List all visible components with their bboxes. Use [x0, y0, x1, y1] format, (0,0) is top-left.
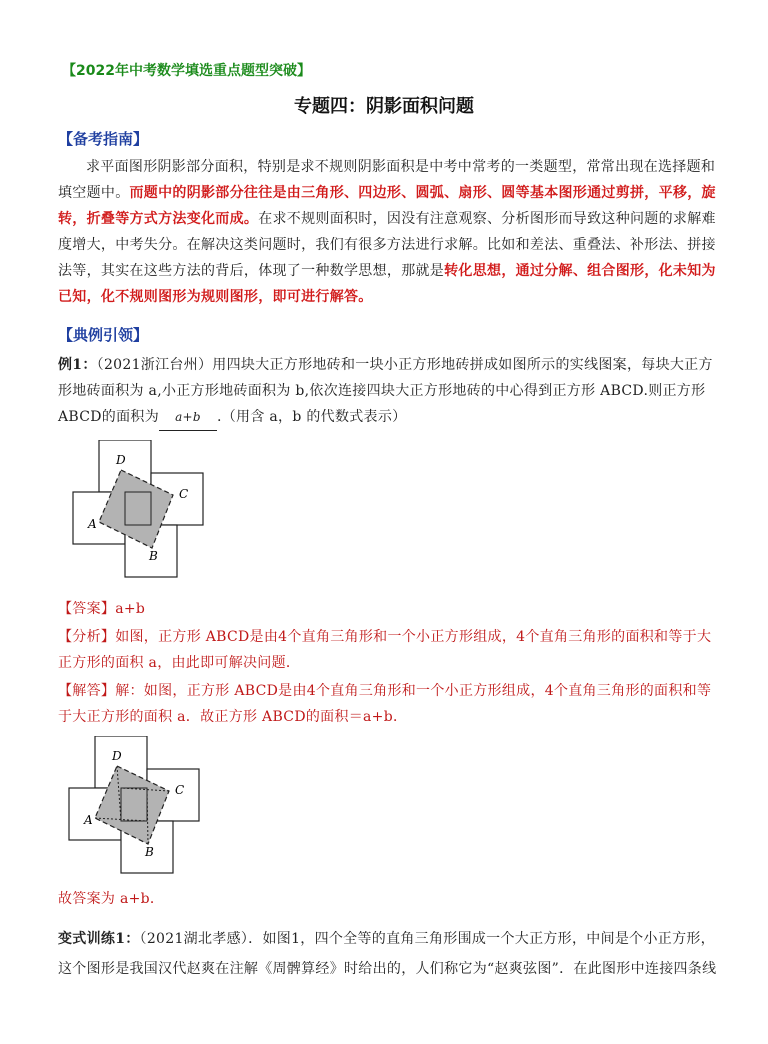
label-c-2: C — [175, 783, 185, 797]
solution-label: 【解答】 — [58, 683, 116, 699]
answer-line — [58, 596, 718, 622]
label-a: A — [88, 517, 97, 531]
guide-paragraph — [58, 154, 718, 310]
variant-text-2: 这个图形是我国汉代赵爽在注解《周髀算经》时给出的，人们称它为“赵爽弦图”．在此图形中连接四条线 — [58, 961, 717, 977]
guide-text-red-2: 转化思想 — [444, 263, 502, 279]
label-b: B — [149, 549, 158, 563]
label-b-2: B — [145, 845, 154, 859]
variant-label: 变式训练1： — [58, 931, 140, 947]
header-tag: 【2022年中考数学填选重点题型突破】 — [62, 63, 311, 79]
examples-heading: 【典例引领】 — [58, 326, 149, 344]
analysis-block — [58, 624, 718, 676]
solution-block — [58, 678, 718, 730]
guide-heading: 【备考指南】 — [58, 130, 149, 148]
variant-1 — [58, 924, 718, 984]
guide-text-2: 在求不规则面积时，因没有注意观察、分析图形而导致这种问题的求解难度增大，中考失分。在解决这类问题时，我们有很多方法进行求解。比如和差法、重叠法、补形法、拼接法等，其实在这些方法的背后，体现了一种数学思想，那就是 — [58, 211, 716, 279]
label-d-2: D — [112, 749, 122, 763]
guide-text-comma: ， — [501, 263, 516, 279]
final-answer: 故答案为 a+b． — [58, 891, 165, 907]
analysis-text: 如图，正方形 ABCD是由4个直角三角形和一个小正方形组成，4个直角三角形的面积和等于大正方形的面积 a，由此即可解决问题． — [58, 629, 712, 671]
figure-tiles-2 — [62, 736, 232, 876]
answer-label: 【答案】 — [58, 601, 116, 617]
figure-tiles-1 — [62, 440, 232, 580]
example-1-text: （2021浙江台州）用四块大正方形地砖和一块小正方形地砖拼成如图所示的实线图案，每块大正方形地砖面积为 a,小正方形地砖面积为 b,依次连接四块大正方形地砖的中心得到正方形 ABCD.则正方形 ABCD的面积为 — [58, 357, 713, 425]
answer-value: a+b — [115, 601, 146, 617]
label-d: D — [116, 453, 126, 467]
example-1 — [58, 352, 718, 431]
analysis-label: 【分析】 — [58, 629, 116, 645]
variant-text-1: （2021湖北孝感）．如图1，四个全等的直角三角形围成一个大正方形，中间是个小正方形， — [139, 931, 715, 947]
example-1-label: 例1： — [58, 357, 97, 373]
guide-text-red-3: 通过分解、组合图形，化未知为已知，化不规则图形为规则图形，即可进行解答。 — [58, 263, 716, 305]
guide-text-1: 求平面图形阴影部分面积，特别是求不规则阴影面积是中考中常考的一类题型，常常出现在选择题和填空题中。 — [58, 159, 716, 201]
example-1-tail: .（用含 a，b 的代数式表示） — [217, 409, 407, 425]
guide-text-red: 而题中的阴影部分往往是由三角形、四边形、圆弧、扇形、圆等基本图形通过剪拼，平移，旋转，折叠等方式方法变化而成。 — [58, 185, 716, 227]
page-title: 专题四：阴影面积问题 — [294, 96, 474, 117]
solution-text: 解：如图，正方形 ABCD是由4个直角三角形和一个小正方形组成，4个直角三角形的面积和等于大正方形的面积 a．故正方形 ABCD的面积＝a+b． — [58, 683, 712, 725]
answer-blank: a+b — [159, 404, 217, 431]
label-a-2: A — [84, 813, 93, 827]
label-c: C — [179, 487, 189, 501]
